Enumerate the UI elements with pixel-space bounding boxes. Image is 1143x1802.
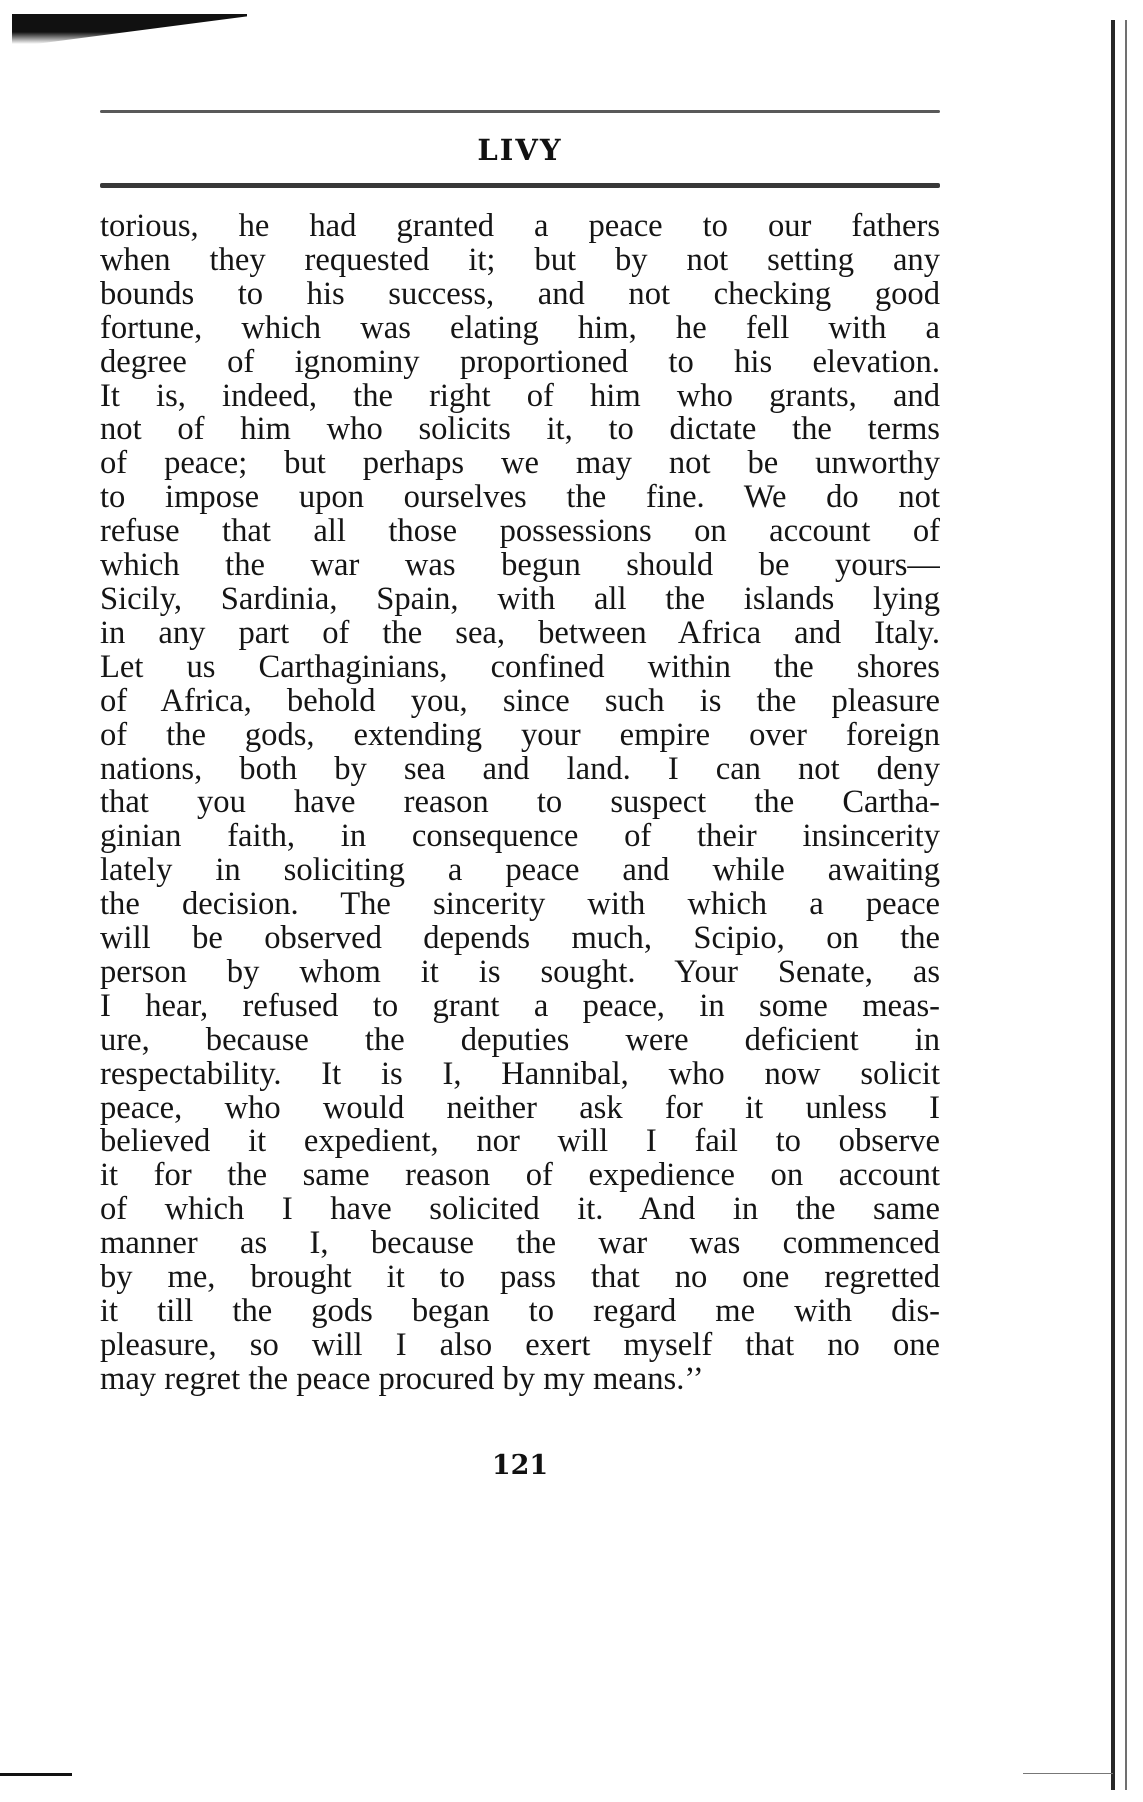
header-rule-bottom xyxy=(100,183,940,188)
text-line: pleasure, so will I also exert myself that no one xyxy=(100,1328,940,1363)
text-line: ginian faith, in consequence of their insincerity xyxy=(100,820,940,855)
text-line: degree of ignominy proportioned to his elevation. xyxy=(100,345,940,380)
text-line: ure, because the deputies were deficient in xyxy=(100,1023,940,1058)
scan-edge-line-right-inner xyxy=(1125,20,1127,1790)
text-line: when they requested it; but by not setting any xyxy=(100,243,940,278)
text-line: that you have reason to suspect the Cartha- xyxy=(100,786,940,821)
text-line: Sicily, Sardinia, Spain, with all the islands lying xyxy=(100,582,940,617)
text-line: person by whom it is sought. Your Senate, as xyxy=(100,955,940,990)
book-page xyxy=(100,110,940,1720)
scan-edge-mark-top xyxy=(12,14,247,44)
text-line: of peace; but perhaps we may not be unworthy xyxy=(100,447,940,482)
text-line: may regret the peace procured by my means.’’ xyxy=(100,1362,704,1397)
text-line: which the war was begun should be yours— xyxy=(100,549,940,583)
text-line: it till the gods began to regard me with dis- xyxy=(100,1295,940,1329)
running-head: LIVY xyxy=(477,133,563,167)
text-line: refuse that all those possessions on account of xyxy=(100,515,940,550)
text-line: lately in soliciting a peace and while awaiting xyxy=(100,854,940,889)
text-line: respectability. It is I, Hannibal, who now solicit xyxy=(100,1057,940,1092)
text-line: I hear, refused to grant a peace, in some meas- xyxy=(100,989,940,1024)
text-line: not of him who solicits it, to dictate the terms xyxy=(100,413,940,448)
text-line: to impose upon ourselves the fine. We do not xyxy=(100,481,940,516)
header-rule-top xyxy=(100,110,940,113)
text-line: nations, both by sea and land. I can not deny xyxy=(100,752,940,787)
text-line: of Africa, behold you, since such is the pleasure xyxy=(100,684,940,719)
text-line: torious, he had granted a peace to our fathers xyxy=(100,210,940,244)
text-line: it for the same reason of expedience on account xyxy=(100,1159,940,1194)
text-line: in any part of the sea, between Africa and Italy. xyxy=(100,616,940,651)
text-line: by me, brought it to pass that no one regretted xyxy=(100,1261,940,1295)
text-line: peace, who would neither ask for it unless I xyxy=(100,1091,940,1126)
text-line: will be observed depends much, Scipio, on the xyxy=(100,922,940,956)
scan-edge-mark-bottom-right xyxy=(1023,1773,1113,1774)
text-line: Let us Carthaginians, confined within the shores xyxy=(100,650,940,685)
scan-edge-line-right xyxy=(1111,20,1115,1790)
text-line: It is, indeed, the right of him who grants, and xyxy=(100,379,940,414)
scan-edge-mark-bottom-left xyxy=(0,1773,72,1776)
text-line: manner as I, because the war was commenced xyxy=(100,1227,940,1262)
text-line: fortune, which was elating him, he fell with a xyxy=(100,311,940,346)
page-number: 121 xyxy=(491,1450,549,1481)
body-text xyxy=(100,210,940,1397)
text-line: of which I have solicited it. And in the same xyxy=(100,1193,940,1228)
text-line: of the gods, extending your empire over foreign xyxy=(100,718,940,753)
text-line: the decision. The sincerity with which a peace xyxy=(100,888,940,923)
text-line: bounds to his success, and not checking good xyxy=(100,277,940,312)
text-line: believed it expedient, nor will I fail to observe xyxy=(100,1125,940,1160)
